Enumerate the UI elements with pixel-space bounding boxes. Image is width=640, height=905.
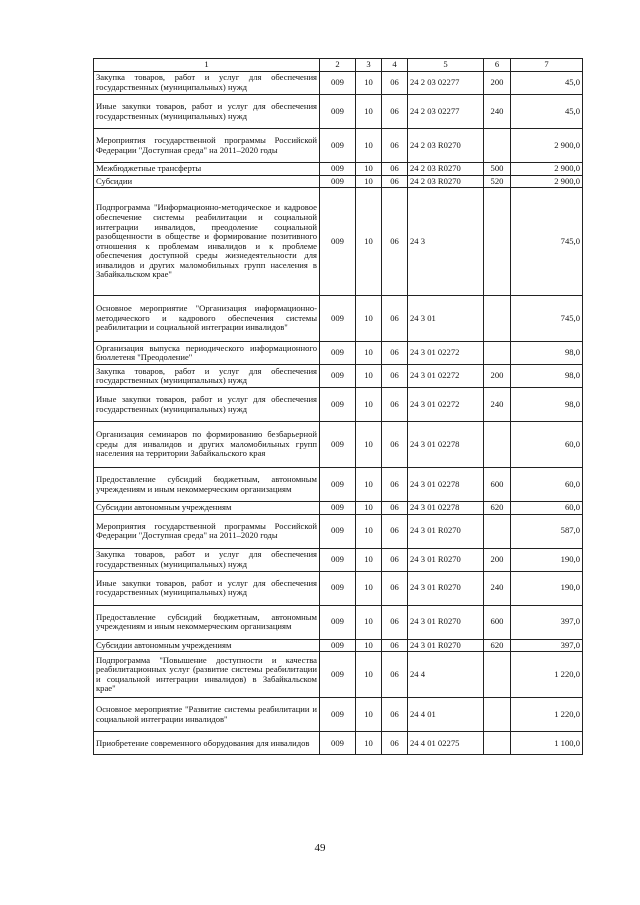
expense-type-cell: 500 xyxy=(484,163,511,176)
row-name-cell: Подпрограмма "Информационно-методическое и кадровое обеспечение системы реабилитации и социальной интеграции инвалидов, преодоление социальной разобщенности в обществе и формирование позитивного отношения к проблемам инвалидов и к проблеме обеспечения доступной среды жизнедеятельности для инвалидов и других маломобильных групп населения в Забайкальском крае" xyxy=(94,188,320,296)
amount-cell: 190,0 xyxy=(511,548,583,571)
subsection-code-cell: 06 xyxy=(382,698,408,732)
amount-cell: 745,0 xyxy=(511,296,583,342)
target-article-cell: 24 3 01 R0270 xyxy=(408,514,484,548)
expense-type-cell: 600 xyxy=(484,468,511,502)
subsection-code-cell: 06 xyxy=(382,188,408,296)
subsection-code-cell: 06 xyxy=(382,605,408,639)
table-row xyxy=(94,188,583,296)
target-article-cell: 24 3 01 xyxy=(408,296,484,342)
amount-cell: 1 100,0 xyxy=(511,732,583,755)
table-row xyxy=(94,548,583,571)
amount-cell: 60,0 xyxy=(511,468,583,502)
expense-type-cell xyxy=(484,698,511,732)
section-code-cell: 10 xyxy=(356,732,382,755)
section-code-cell: 10 xyxy=(356,698,382,732)
target-article-cell: 24 2 03 02277 xyxy=(408,72,484,95)
ministry-code-cell: 009 xyxy=(320,388,356,422)
table-row xyxy=(94,468,583,502)
target-article-cell: 24 3 01 R0270 xyxy=(408,571,484,605)
target-article-cell: 24 3 01 02278 xyxy=(408,468,484,502)
target-article-cell: 24 3 01 R0270 xyxy=(408,548,484,571)
ministry-code-cell: 009 xyxy=(320,163,356,176)
amount-cell: 2 900,0 xyxy=(511,175,583,188)
target-article-cell: 24 3 01 02272 xyxy=(408,365,484,388)
row-name-cell: Предоставление субсидий бюджетным, автономным учреждениям и иным некоммерческим организациям xyxy=(94,605,320,639)
header-cell: 3 xyxy=(356,59,382,72)
table-row xyxy=(94,698,583,732)
target-article-cell: 24 4 01 02275 xyxy=(408,732,484,755)
target-article-cell: 24 3 01 R0270 xyxy=(408,605,484,639)
table-row xyxy=(94,175,583,188)
section-code-cell: 10 xyxy=(356,571,382,605)
row-name-cell: Закупка товаров, работ и услуг для обеспечения государственных (муниципальных) нужд xyxy=(94,365,320,388)
table-row xyxy=(94,129,583,163)
subsection-code-cell: 06 xyxy=(382,163,408,176)
ministry-code-cell: 009 xyxy=(320,639,356,652)
amount-cell: 397,0 xyxy=(511,605,583,639)
target-article-cell: 24 2 03 R0270 xyxy=(408,163,484,176)
section-code-cell: 10 xyxy=(356,129,382,163)
section-code-cell: 10 xyxy=(356,95,382,129)
target-article-cell: 24 3 01 R0270 xyxy=(408,639,484,652)
ministry-code-cell: 009 xyxy=(320,95,356,129)
header-cell: 7 xyxy=(511,59,583,72)
ministry-code-cell: 009 xyxy=(320,342,356,365)
ministry-code-cell: 009 xyxy=(320,514,356,548)
amount-cell: 1 220,0 xyxy=(511,652,583,698)
target-article-cell: 24 3 01 02278 xyxy=(408,422,484,468)
expense-type-cell: 620 xyxy=(484,639,511,652)
row-name-cell: Предоставление субсидий бюджетным, автономным учреждениям и иным некоммерческим организациям xyxy=(94,468,320,502)
row-name-cell: Основное мероприятие "Развитие системы реабилитации и социальной интеграции инвалидов" xyxy=(94,698,320,732)
expense-type-cell: 200 xyxy=(484,365,511,388)
expense-type-cell xyxy=(484,129,511,163)
ministry-code-cell: 009 xyxy=(320,296,356,342)
subsection-code-cell: 06 xyxy=(382,514,408,548)
ministry-code-cell: 009 xyxy=(320,175,356,188)
section-code-cell: 10 xyxy=(356,175,382,188)
table-row xyxy=(94,388,583,422)
budget-table xyxy=(93,58,583,755)
row-name-cell: Подпрограмма "Повышение доступности и качества реабилитационных услуг (развитие системы реабилитации и социальной интеграции инвалидов) в Забайкальском крае" xyxy=(94,652,320,698)
ministry-code-cell: 009 xyxy=(320,365,356,388)
target-article-cell: 24 2 03 02277 xyxy=(408,95,484,129)
ministry-code-cell: 009 xyxy=(320,698,356,732)
amount-cell: 397,0 xyxy=(511,639,583,652)
subsection-code-cell: 06 xyxy=(382,342,408,365)
table-row xyxy=(94,652,583,698)
header-cell: 6 xyxy=(484,59,511,72)
target-article-cell: 24 2 03 R0270 xyxy=(408,175,484,188)
amount-cell: 60,0 xyxy=(511,422,583,468)
amount-cell: 45,0 xyxy=(511,72,583,95)
expense-type-cell xyxy=(484,296,511,342)
section-code-cell: 10 xyxy=(356,639,382,652)
amount-cell: 587,0 xyxy=(511,514,583,548)
amount-cell: 2 900,0 xyxy=(511,129,583,163)
subsection-code-cell: 06 xyxy=(382,548,408,571)
table-row xyxy=(94,72,583,95)
table-body xyxy=(94,72,583,755)
ministry-code-cell: 009 xyxy=(320,571,356,605)
row-name-cell: Основное мероприятие "Организация информационно-методического и кадрового обеспечения системы реабилитации и социальной интеграции инвалидов" xyxy=(94,296,320,342)
target-article-cell: 24 2 03 R0270 xyxy=(408,129,484,163)
row-name-cell: Иные закупки товаров, работ и услуг для обеспечения государственных (муниципальных) нужд xyxy=(94,95,320,129)
amount-cell: 2 900,0 xyxy=(511,163,583,176)
row-name-cell: Иные закупки товаров, работ и услуг для обеспечения государственных (муниципальных) нужд xyxy=(94,388,320,422)
row-name-cell: Субсидии xyxy=(94,175,320,188)
section-code-cell: 10 xyxy=(356,72,382,95)
section-code-cell: 10 xyxy=(356,388,382,422)
row-name-cell: Мероприятия государственной программы Российской Федерации "Доступная среда" на 2011–2020 годы xyxy=(94,129,320,163)
target-article-cell: 24 4 xyxy=(408,652,484,698)
section-code-cell: 10 xyxy=(356,365,382,388)
table-row xyxy=(94,514,583,548)
subsection-code-cell: 06 xyxy=(382,639,408,652)
table-row xyxy=(94,605,583,639)
table-row xyxy=(94,639,583,652)
subsection-code-cell: 06 xyxy=(382,732,408,755)
target-article-cell: 24 3 01 02278 xyxy=(408,502,484,515)
table-row xyxy=(94,422,583,468)
amount-cell: 1 220,0 xyxy=(511,698,583,732)
section-code-cell: 10 xyxy=(356,342,382,365)
header-cell: 2 xyxy=(320,59,356,72)
subsection-code-cell: 06 xyxy=(382,652,408,698)
ministry-code-cell: 009 xyxy=(320,468,356,502)
amount-cell: 190,0 xyxy=(511,571,583,605)
ministry-code-cell: 009 xyxy=(320,188,356,296)
expense-type-cell xyxy=(484,188,511,296)
row-name-cell: Организация семинаров по формированию безбарьерной среды для инвалидов и других маломобильных групп населения на территории Забайкальского края xyxy=(94,422,320,468)
section-code-cell: 10 xyxy=(356,502,382,515)
expense-type-cell: 240 xyxy=(484,95,511,129)
row-name-cell: Субсидии автономным учреждениям xyxy=(94,502,320,515)
ministry-code-cell: 009 xyxy=(320,732,356,755)
target-article-cell: 24 3 01 02272 xyxy=(408,342,484,365)
table-row xyxy=(94,342,583,365)
table-row xyxy=(94,163,583,176)
table-row xyxy=(94,502,583,515)
subsection-code-cell: 06 xyxy=(382,175,408,188)
subsection-code-cell: 06 xyxy=(382,129,408,163)
row-name-cell: Субсидии автономным учреждениям xyxy=(94,639,320,652)
expense-type-cell: 240 xyxy=(484,388,511,422)
ministry-code-cell: 009 xyxy=(320,605,356,639)
table-row xyxy=(94,732,583,755)
expense-type-cell: 200 xyxy=(484,72,511,95)
table-row xyxy=(94,365,583,388)
header-cell: 5 xyxy=(408,59,484,72)
expense-type-cell: 200 xyxy=(484,548,511,571)
amount-cell: 45,0 xyxy=(511,95,583,129)
row-name-cell: Закупка товаров, работ и услуг для обеспечения государственных (муниципальных) нужд xyxy=(94,548,320,571)
table-header-row xyxy=(94,59,583,72)
table-row xyxy=(94,95,583,129)
ministry-code-cell: 009 xyxy=(320,652,356,698)
expense-type-cell xyxy=(484,652,511,698)
header-cell: 1 xyxy=(94,59,320,72)
section-code-cell: 10 xyxy=(356,188,382,296)
section-code-cell: 10 xyxy=(356,468,382,502)
expense-type-cell xyxy=(484,342,511,365)
target-article-cell: 24 3 xyxy=(408,188,484,296)
expense-type-cell xyxy=(484,732,511,755)
subsection-code-cell: 06 xyxy=(382,388,408,422)
section-code-cell: 10 xyxy=(356,548,382,571)
amount-cell: 98,0 xyxy=(511,342,583,365)
section-code-cell: 10 xyxy=(356,296,382,342)
section-code-cell: 10 xyxy=(356,605,382,639)
row-name-cell: Межбюджетные трансферты xyxy=(94,163,320,176)
row-name-cell: Мероприятия государственной программы Российской Федерации "Доступная среда" на 2011–2020 годы xyxy=(94,514,320,548)
ministry-code-cell: 009 xyxy=(320,502,356,515)
expense-type-cell: 240 xyxy=(484,571,511,605)
table-row xyxy=(94,296,583,342)
row-name-cell: Закупка товаров, работ и услуг для обеспечения государственных (муниципальных) нужд xyxy=(94,72,320,95)
subsection-code-cell: 06 xyxy=(382,365,408,388)
page-number: 49 xyxy=(314,842,326,854)
subsection-code-cell: 06 xyxy=(382,422,408,468)
section-code-cell: 10 xyxy=(356,652,382,698)
amount-cell: 60,0 xyxy=(511,502,583,515)
subsection-code-cell: 06 xyxy=(382,95,408,129)
section-code-cell: 10 xyxy=(356,514,382,548)
subsection-code-cell: 06 xyxy=(382,502,408,515)
ministry-code-cell: 009 xyxy=(320,72,356,95)
amount-cell: 745,0 xyxy=(511,188,583,296)
expense-type-cell: 620 xyxy=(484,502,511,515)
expense-type-cell xyxy=(484,514,511,548)
expense-type-cell: 600 xyxy=(484,605,511,639)
row-name-cell: Приобретение современного оборудования для инвалидов xyxy=(94,732,320,755)
ministry-code-cell: 009 xyxy=(320,422,356,468)
table-row xyxy=(94,571,583,605)
ministry-code-cell: 009 xyxy=(320,129,356,163)
amount-cell: 98,0 xyxy=(511,365,583,388)
ministry-code-cell: 009 xyxy=(320,548,356,571)
target-article-cell: 24 4 01 xyxy=(408,698,484,732)
row-name-cell: Иные закупки товаров, работ и услуг для обеспечения государственных (муниципальных) нужд xyxy=(94,571,320,605)
subsection-code-cell: 06 xyxy=(382,72,408,95)
header-cell: 4 xyxy=(382,59,408,72)
subsection-code-cell: 06 xyxy=(382,468,408,502)
section-code-cell: 10 xyxy=(356,163,382,176)
row-name-cell: Организация выпуска периодического информационного бюллетеня "Преодоление" xyxy=(94,342,320,365)
target-article-cell: 24 3 01 02272 xyxy=(408,388,484,422)
expense-type-cell: 520 xyxy=(484,175,511,188)
document-page xyxy=(93,58,582,755)
expense-type-cell xyxy=(484,422,511,468)
subsection-code-cell: 06 xyxy=(382,571,408,605)
section-code-cell: 10 xyxy=(356,422,382,468)
amount-cell: 98,0 xyxy=(511,388,583,422)
subsection-code-cell: 06 xyxy=(382,296,408,342)
